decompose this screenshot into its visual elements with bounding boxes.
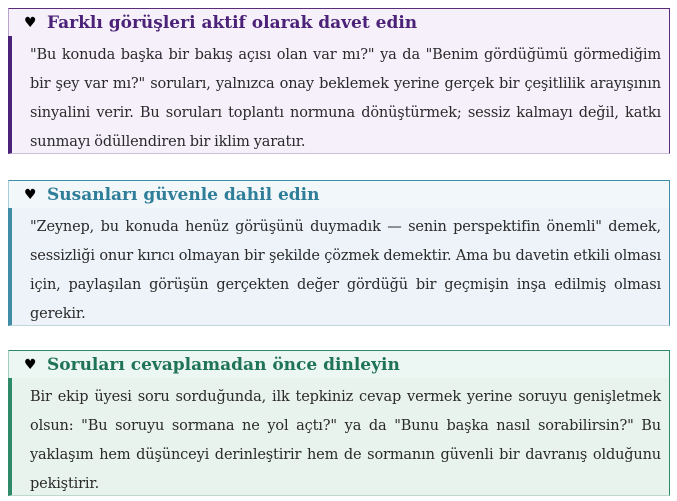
tip-card-title: Soruları cevaplamadan önce dinleyin xyxy=(47,355,400,375)
tip-card-text: Bir ekip üyesi soru sorduğunda, ilk tepkiniz cevap vermek yerine soruyu genişletmek olsun: "Bu soruyu sormana ne yol açtı?" ya da "Bunu başka nasıl sorabilirsin?" Bu yaklaşım hem düşünceyi derinleştirir hem de sormanın güvenli bir davranış olduğunu pekiştirir. xyxy=(30,389,661,492)
tip-card-include-silent xyxy=(8,180,670,326)
tip-card-title: Susanları güvenle dahil edin xyxy=(47,185,320,205)
tip-card-text: "Zeynep, bu konuda henüz görüşünü duymadık — senin perspektifin önemli" demek, sessizliği onur kırıcı olmayan bir şekilde çözmek demektir. Ama bu davetin etkili olması için, paylaşılan görüşün gerçekten değer gördüğü bir geçmişin inşa edilmiş olması gerekir. xyxy=(30,219,661,322)
tip-card-header xyxy=(8,8,670,36)
tip-card-header xyxy=(8,180,670,208)
heart-icon: ♥ xyxy=(24,187,37,203)
tip-card-listen-first xyxy=(8,350,670,496)
tip-card-body xyxy=(8,378,670,496)
heart-icon: ♥ xyxy=(24,15,37,31)
tip-card-invite-views xyxy=(8,8,670,154)
heart-icon: ♥ xyxy=(24,357,37,373)
tip-card-body xyxy=(8,208,670,326)
tip-card-body xyxy=(8,36,670,154)
tip-card-title: Farklı görüşleri aktif olarak davet edin xyxy=(47,13,418,33)
tip-card-header xyxy=(8,350,670,378)
tip-card-text: "Bu konuda başka bir bakış açısı olan var mı?" ya da "Benim gördüğümü görmediğim bir şey var mı?" soruları, yalnızca onay beklemek yerine gerçek bir çeşitlilik arayışının sinyalini verir. Bu soruları toplantı normuna dönüştürmek; sessiz kalmayı değil, katkı sunmayı ödüllendiren bir iklim yaratır. xyxy=(30,47,661,150)
